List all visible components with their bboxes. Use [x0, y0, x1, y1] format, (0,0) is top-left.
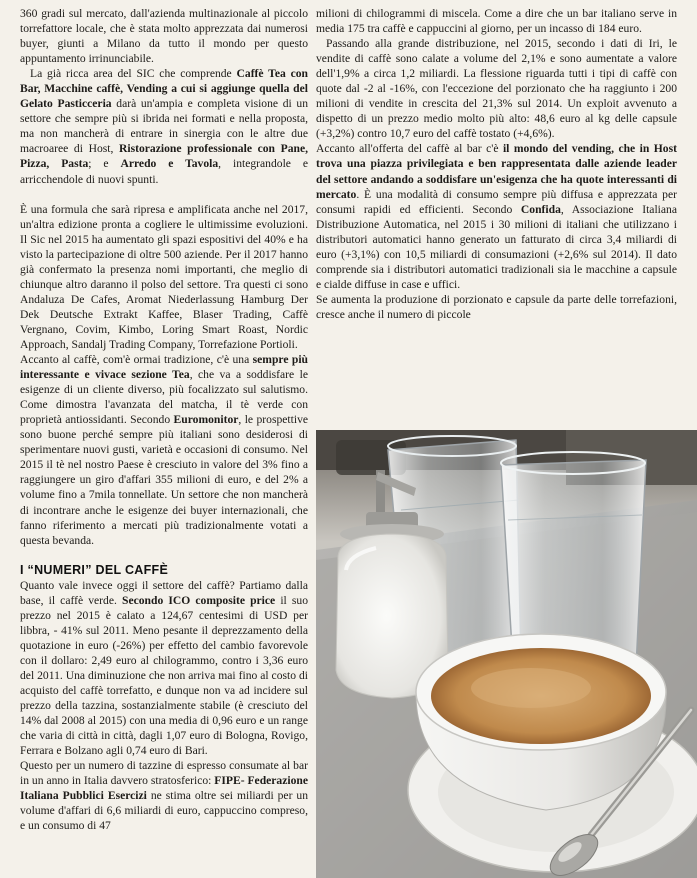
- paragraph: 360 gradi sul mercato, dall'azienda multinazionale al piccolo torrefattore locale, che è stata molto apprezzata dai numerosi buyer, giunti a Milano da tutto il mondo per questo appuntamento irrinunciabile.: [20, 7, 308, 66]
- paragraph: È una formula che sarà ripresa e amplificata anche nel 2017, un'altra edizione pronta a cogliere le ultimissime evoluzioni. Il Sic nel 2015 ha aumentato gli spazi espositivi del 40% e ha visto la partecipazione di oltre 500 aziende. Per il 2017 hanno già confermato la presenza nomi importanti, che meglio di chiunque altro daranno il polso del settore. Tra questi ci sono Andaluza De Cafes, Aromat Niederlassung Hamburg Der Dek Deutsche Extrakt Kaffee, Blaser Trading, Caffè Vergnano, Covim, Kimbo, Loring Smart Roast, Nordic Approach, Sandalj Trading Company, Torrefazione Portioli.: [20, 202, 308, 351]
- paragraph: Questo per un numero di tazzine di espresso consumate al bar in un anno in Italia davvero stratosferico: FIPE- Federazione Italiana Pubblici Esercizi ne stima oltre sei miliardi per un volume d'affari di 6,6 miliardi di euro, cappuccino compreso, e un consumo di 47: [20, 759, 309, 833]
- paragraph: Quanto vale invece oggi il settore del caffè? Partiamo dalla base, il caffè verde. Secondo ICO composite price il suo prezzo nel 2015 è calato a 124,67 centesimi di USD per libbra, - 41% sul 2011. Meno pesante il deprezzamento della quotazione in euro (-26%) per effetto del cambio favorevole con il dollaro: 2,49 euro al chilogrammo, contro i 3,36 euro del 2011. Una diminuzione che non arriva mai fino al costo di acquisto del caffè torrefatto, e dunque non va ad incidere sul prezzo della tazzina, sostanzialmente stabile (è cresciuto del 14% dal 2008 al 2015) con una media di 0,96 euro e un range che varia di città in città, dagli 1,07 euro di Bologna, Rovigo, Ferrara e Bolzano agli 0,74 euro di Bari.: [20, 578, 308, 758]
- paragraph: La già ricca area del SIC che comprende Caffè Tea con Bar, Macchine caffè, Vending a cui si aggiunge quella del Gelato Pasticceria darà un'ampia e completa visione di un settore che sempre più si ibrida nei formati e nella proposta, ma non mancherà di entrare in sinergia con le altre due macroaree di Host, Ristorazione professionale con Pane, Pizza, Pasta; e Arredo e Tavola, integrandole e arricchendole di nuovi spunti.: [20, 67, 309, 186]
- paragraph: milioni di chilogrammi di miscela. Come a dire che un bar italiano serve in media 175 tra caffè e cappuccini al giorno, per un incasso di 184 euro.: [316, 7, 677, 36]
- left-column: [20, 6, 308, 833]
- coffee-photo: [316, 430, 697, 878]
- section-heading: I “NUMERI” DEL CAFFÈ: [20, 562, 169, 577]
- paragraph: Accanto all'offerta del caffè al bar c'è il mondo del vending, che in Host trova una piazza privilegiata e ben rappresentata dalle aziende leader del settore andando a soddisfare un'esigenza che ha quote interessanti di mercato. È una modalità di consumo sempre più diffusa e apprezzata per consumi rapidi ed efficienti. Secondo Confida, Associazione Italiana Distribuzione Automatica, nel 2015 i 30 milioni di italiani che utilizzano i distributori automatici hanno generato un fatturato di circa 3,4 miliardi di euro (+3,1%) con 10,5 miliardi di consumazioni (+2,6% sul 2014). Il dato comprende sia i distributori automatici tradizionali sia le macchine a capsule e cialde diffuse in case e uffici.: [316, 142, 677, 291]
- paragraph: Se aumenta la produzione di porzionato e capsule da parte delle torrefazioni, cresce anche il numero di piccole: [316, 292, 677, 321]
- paragraph: Accanto al caffè, com'è ormai tradizione, c'è una sempre più interessante e vivace sezione Tea, che va a soddisfare le esigenze di un cliente diverso, più focalizzato sul salutismo. Come dimostra l'avanzata del matcha, il tè verde con proprietà antiossidanti. Secondo Euromonitor, le prospettive sono buone perché sempre più italiani sono desiderosi di sperimentare nuovi gusti, varietà e occasioni di consumo. Nel 2015 il tè nel nostro Paese è cresciuto in valore del 3% fino a raggiungere un giro d'affari 355 milioni di euro, e del 2% a volume fino a 7mila tonnellate. Un settore che non mancherà di incontrare anche le esigenze dei buyer internazionali, che fanno riferimento a mercati più tradizionalmente votati a questa bevanda.: [20, 353, 309, 547]
- paragraph: Passando alla grande distribuzione, nel 2015, secondo i dati di Iri, le vendite di caffè sono calate a volume del 2,1% e sono aumentate a valore dell'1,9% a circa 1,2 miliardi. La flessione riguarda tutti i tipi di caffè con quote dal -2 al -16%, con l'eccezione del porzionato che ha raggiunto i 200 milioni di vendite in crescita del 21,3% sul 2014. Un exploit avvenuto a dispetto di un prezzo medio molto più alto: 48,6 euro al kg delle capsule (+3,2%) contro 10,7 euro del caffè tostato (+4,6%).: [316, 37, 677, 141]
- right-column: [316, 6, 677, 322]
